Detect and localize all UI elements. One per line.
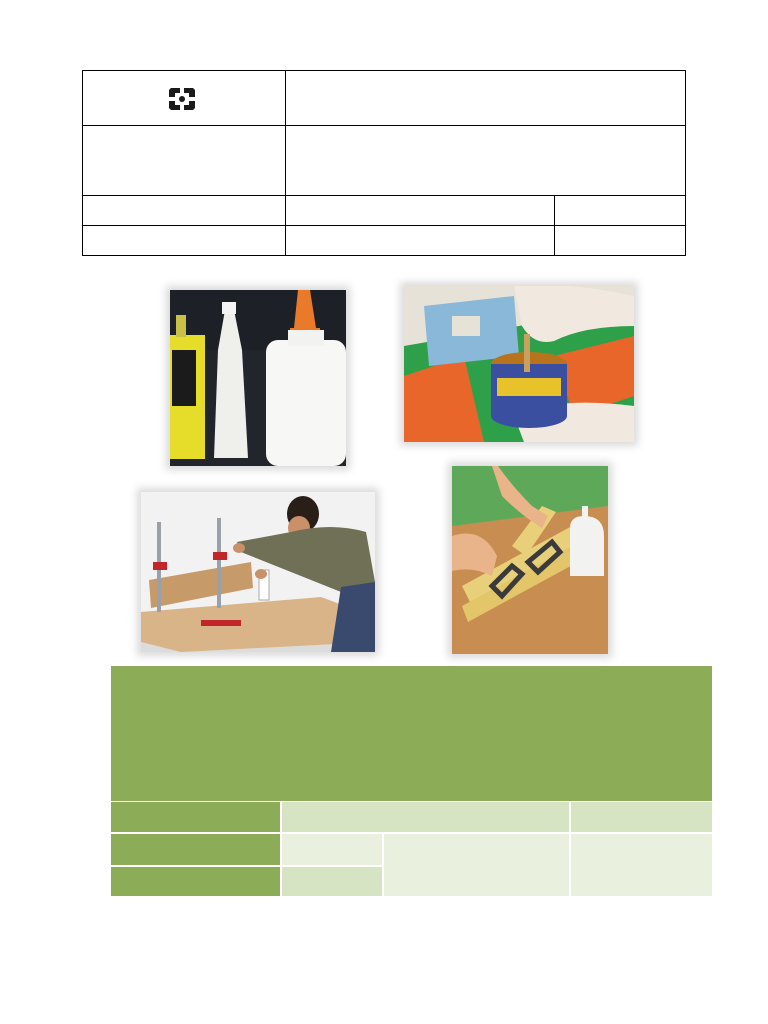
especialidad-value <box>282 802 569 832</box>
pencil-border-right <box>712 50 738 972</box>
semestre-value <box>282 834 382 865</box>
nota-cell <box>571 834 712 896</box>
pencil-border-top <box>28 28 740 50</box>
place-header <box>83 196 286 226</box>
especialidad-label <box>111 802 280 832</box>
semestre-label <box>111 834 280 865</box>
duration-value <box>286 226 555 256</box>
tolerance-header <box>555 196 686 226</box>
lab-cell <box>286 126 686 196</box>
profesor-cell <box>384 834 569 896</box>
logo-cell <box>83 71 286 126</box>
tolerance-value <box>555 226 686 256</box>
pencil-border-bottom <box>28 972 740 994</box>
photo-clamp-illustration <box>452 466 608 654</box>
especialidad-empty-cell <box>571 802 712 832</box>
photo-contact-glue-can <box>404 286 634 442</box>
pencil-border-left <box>28 50 54 972</box>
duration-header <box>286 196 555 226</box>
course-title <box>286 71 686 126</box>
photo-glue-products <box>170 290 346 466</box>
tecsup-emblem-icon <box>165 84 199 114</box>
fecha-label <box>111 867 280 896</box>
student-name-panel <box>111 666 712 801</box>
course-header-table <box>82 70 686 256</box>
student-info-block <box>111 666 712 896</box>
fecha-value <box>282 867 382 896</box>
photo-man-clamping-wood <box>141 492 375 652</box>
place-value <box>83 226 286 256</box>
course-code-cell <box>83 126 286 196</box>
tecsup-logo <box>87 84 281 112</box>
